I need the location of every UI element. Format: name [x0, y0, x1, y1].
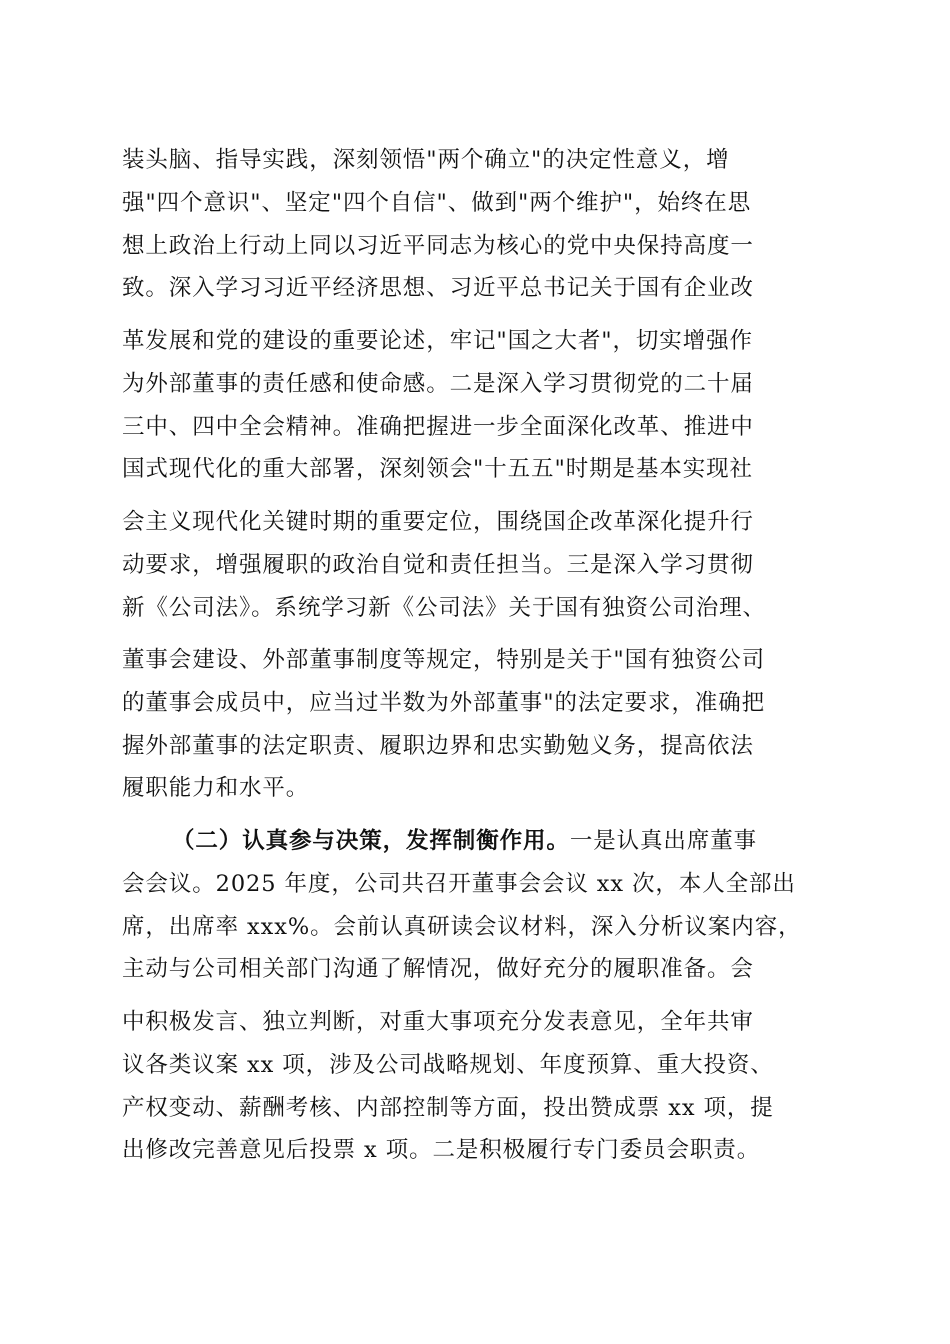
paragraph-line: 致。深入学习习近平经济思想、习近平总书记关于国有企业改	[122, 275, 754, 301]
paragraph-line: 会会议。2025 年度，公司共召开董事会会议 xx 次，本人全部出	[122, 871, 796, 897]
paragraph-line: 席，出席率 xxx%。会前认真研读会议材料，深入分析议案内容，	[122, 914, 802, 940]
paragraph-line: 强"四个意识"、坚定"四个自信"、做到"两个维护"，始终在思	[122, 190, 752, 216]
paragraph-text: 一是认真出席董事	[569, 828, 758, 854]
paragraph-line: 议各类议案 xx 项，涉及公司战略规划、年度预算、重大投资、	[122, 1052, 774, 1078]
paragraph-line: 动要求，增强履职的政治自觉和责任担当。三是深入学习贯彻	[122, 552, 754, 578]
paragraph-line: 新《公司法》。系统学习新《公司法》关于国有独资公司治理、	[122, 595, 766, 621]
paragraph-line: 装头脑、指导实践，深刻领悟"两个确立"的决定性意义，增	[122, 147, 730, 173]
paragraph-line: 为外部董事的责任感和使命感。二是深入学习贯彻党的二十届	[122, 371, 754, 397]
paragraph-line: 的董事会成员中，应当过半数为外部董事"的法定要求，准确把	[122, 690, 766, 716]
section-heading: （二）认真参与决策，发挥制衡作用。	[172, 828, 570, 854]
paragraph-line: 出修改完善意见后投票 x 项。二是积极履行专门委员会职责。	[122, 1137, 761, 1163]
paragraph-line: 国式现代化的重大部署，深刻领会"十五五"时期是基本实现社	[122, 456, 753, 482]
paragraph-line: 三中、四中全会精神。准确把握进一步全面深化改革、推进中	[122, 414, 754, 440]
paragraph-line: 主动与公司相关部门沟通了解情况，做好充分的履职准备。会	[122, 956, 754, 982]
paragraph-line: 产权变动、薪酬考核、内部控制等方面，投出赞成票 xx 项，提	[122, 1095, 774, 1121]
paragraph-line: 履职能力和水平。	[122, 775, 310, 801]
section-heading-line	[172, 826, 838, 856]
paragraph-line: 中积极发言、独立判断，对重大事项充分发表意见，全年共审	[122, 1009, 754, 1035]
paragraph-line: 握外部董事的法定职责、履职边界和忠实勤勉义务，提高依法	[122, 733, 754, 759]
paragraph-line: 革发展和党的建设的重要论述，牢记"国之大者"，切实增强作	[122, 328, 753, 354]
paragraph-line: 想上政治上行动上同以习近平同志为核心的党中央保持高度一	[122, 233, 754, 259]
paragraph-line: 董事会建设、外部董事制度等规定，特别是关于"国有独资公司	[122, 647, 766, 673]
paragraph-line: 会主义现代化关键时期的重要定位，围绕国企改革深化提升行	[122, 509, 754, 535]
